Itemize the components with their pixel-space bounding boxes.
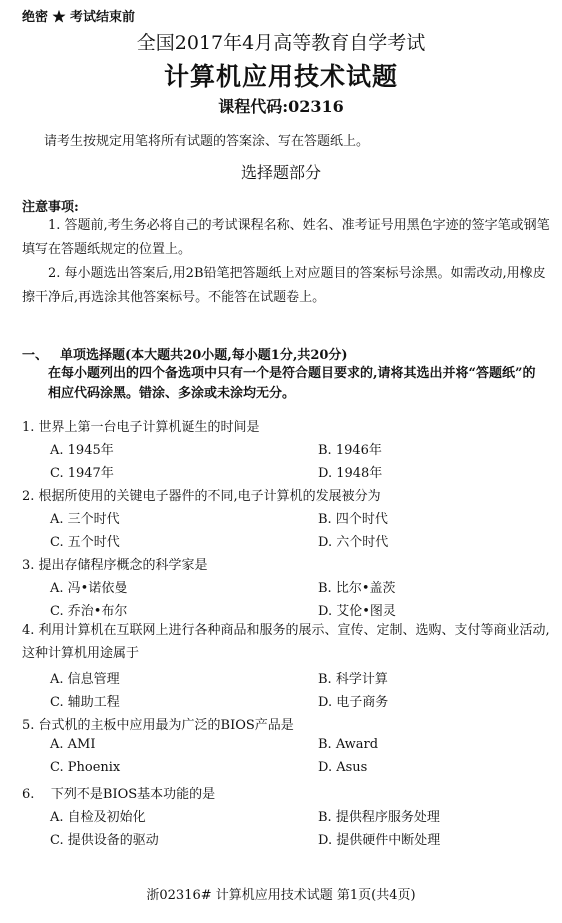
option-c: C. 五个时代 <box>50 535 120 550</box>
option-c: C. 乔治•布尔 <box>50 604 128 619</box>
part-instruction: 在每小题列出的四个备选项中只有一个是符合题目要求的,请将其选出并将“答题纸”的相应代码涂黑。错涂、多涂或未涂均无分。 <box>48 366 536 401</box>
option-a: A. 三个时代 <box>50 512 120 527</box>
question-stem: 5. 台式机的主板中应用最为广泛的BIOS产品是 <box>22 718 294 733</box>
page-footer: 浙02316# 计算机应用技术试题 第1页(共4页) <box>146 888 416 903</box>
option-d: D. 电子商务 <box>318 695 389 710</box>
option-b: B. 1946年 <box>318 443 382 458</box>
option-b: B. 科学计算 <box>318 672 388 687</box>
option-d: D. 六个时代 <box>318 535 389 550</box>
option-b: B. Award <box>318 737 379 752</box>
classified-label: 绝密 ★ 考试结束前 <box>22 10 136 25</box>
option-a: A. 信息管理 <box>50 672 120 687</box>
option-d: D. 艾伦•图灵 <box>318 604 396 619</box>
option-c: C. 辅助工程 <box>50 695 120 710</box>
option-d: D. Asus <box>318 760 368 775</box>
course-code: 课程代码:02316 <box>218 97 344 116</box>
option-a: A. 1945年 <box>50 443 114 458</box>
option-b: B. 比尔•盖茨 <box>318 581 396 596</box>
notice-item-2: 2. 每小题选出答案后,用2B铅笔把答题纸上对应题目的答案标号涂黑。如需改动,用橡皮擦干净后,再选涂其他答案标号。不能答在试题卷上。 <box>22 266 546 305</box>
question-stem: 3. 提出存储程序概念的科学家是 <box>22 558 208 573</box>
option-a: A. AMI <box>50 737 96 752</box>
question-stem: 2. 根据所使用的关键电子器件的不同,电子计算机的发展被分为 <box>22 489 381 504</box>
option-d: D. 1948年 <box>318 466 383 481</box>
general-instruction: 请考生按规定用笔将所有试题的答案涂、写在答题纸上。 <box>44 134 370 149</box>
option-a: A. 冯•诺依曼 <box>50 581 128 596</box>
option-c: C. 提供设备的驱动 <box>50 833 159 848</box>
part-number: 一、 <box>22 348 49 363</box>
section-title: 选择题部分 <box>240 163 321 182</box>
option-d: D. 提供硬件中断处理 <box>318 833 441 848</box>
option-b: B. 提供程序服务处理 <box>318 810 440 825</box>
notice-heading: 注意事项: <box>22 200 79 215</box>
part-title: 单项选择题(本大题共20小题,每小题1分,共20分) <box>60 348 348 363</box>
option-b: B. 四个时代 <box>318 512 388 527</box>
question-stem: 1. 世界上第一台电子计算机诞生的时间是 <box>22 420 260 435</box>
question-stem: 6. 下列不是BIOS基本功能的是 <box>22 787 216 802</box>
exam-title: 全国2017年4月高等教育自学考试 <box>136 32 426 54</box>
notice-item-1: 1. 答题前,考生务必将自己的考试课程名称、姓名、准考证号用黑色字迹的签字笔或钢笔填写在答题纸规定的位置上。 <box>22 218 550 257</box>
option-a: A. 自检及初始化 <box>50 810 146 825</box>
question-stem: 4. 利用计算机在互联网上进行各种商品和服务的展示、宣传、定制、选购、支付等商业活动,这种计算机用途属于 <box>22 623 550 661</box>
option-c: C. 1947年 <box>50 466 114 481</box>
option-c: C. Phoenix <box>50 760 121 775</box>
subject-title: 计算机应用技术试题 <box>163 62 398 91</box>
